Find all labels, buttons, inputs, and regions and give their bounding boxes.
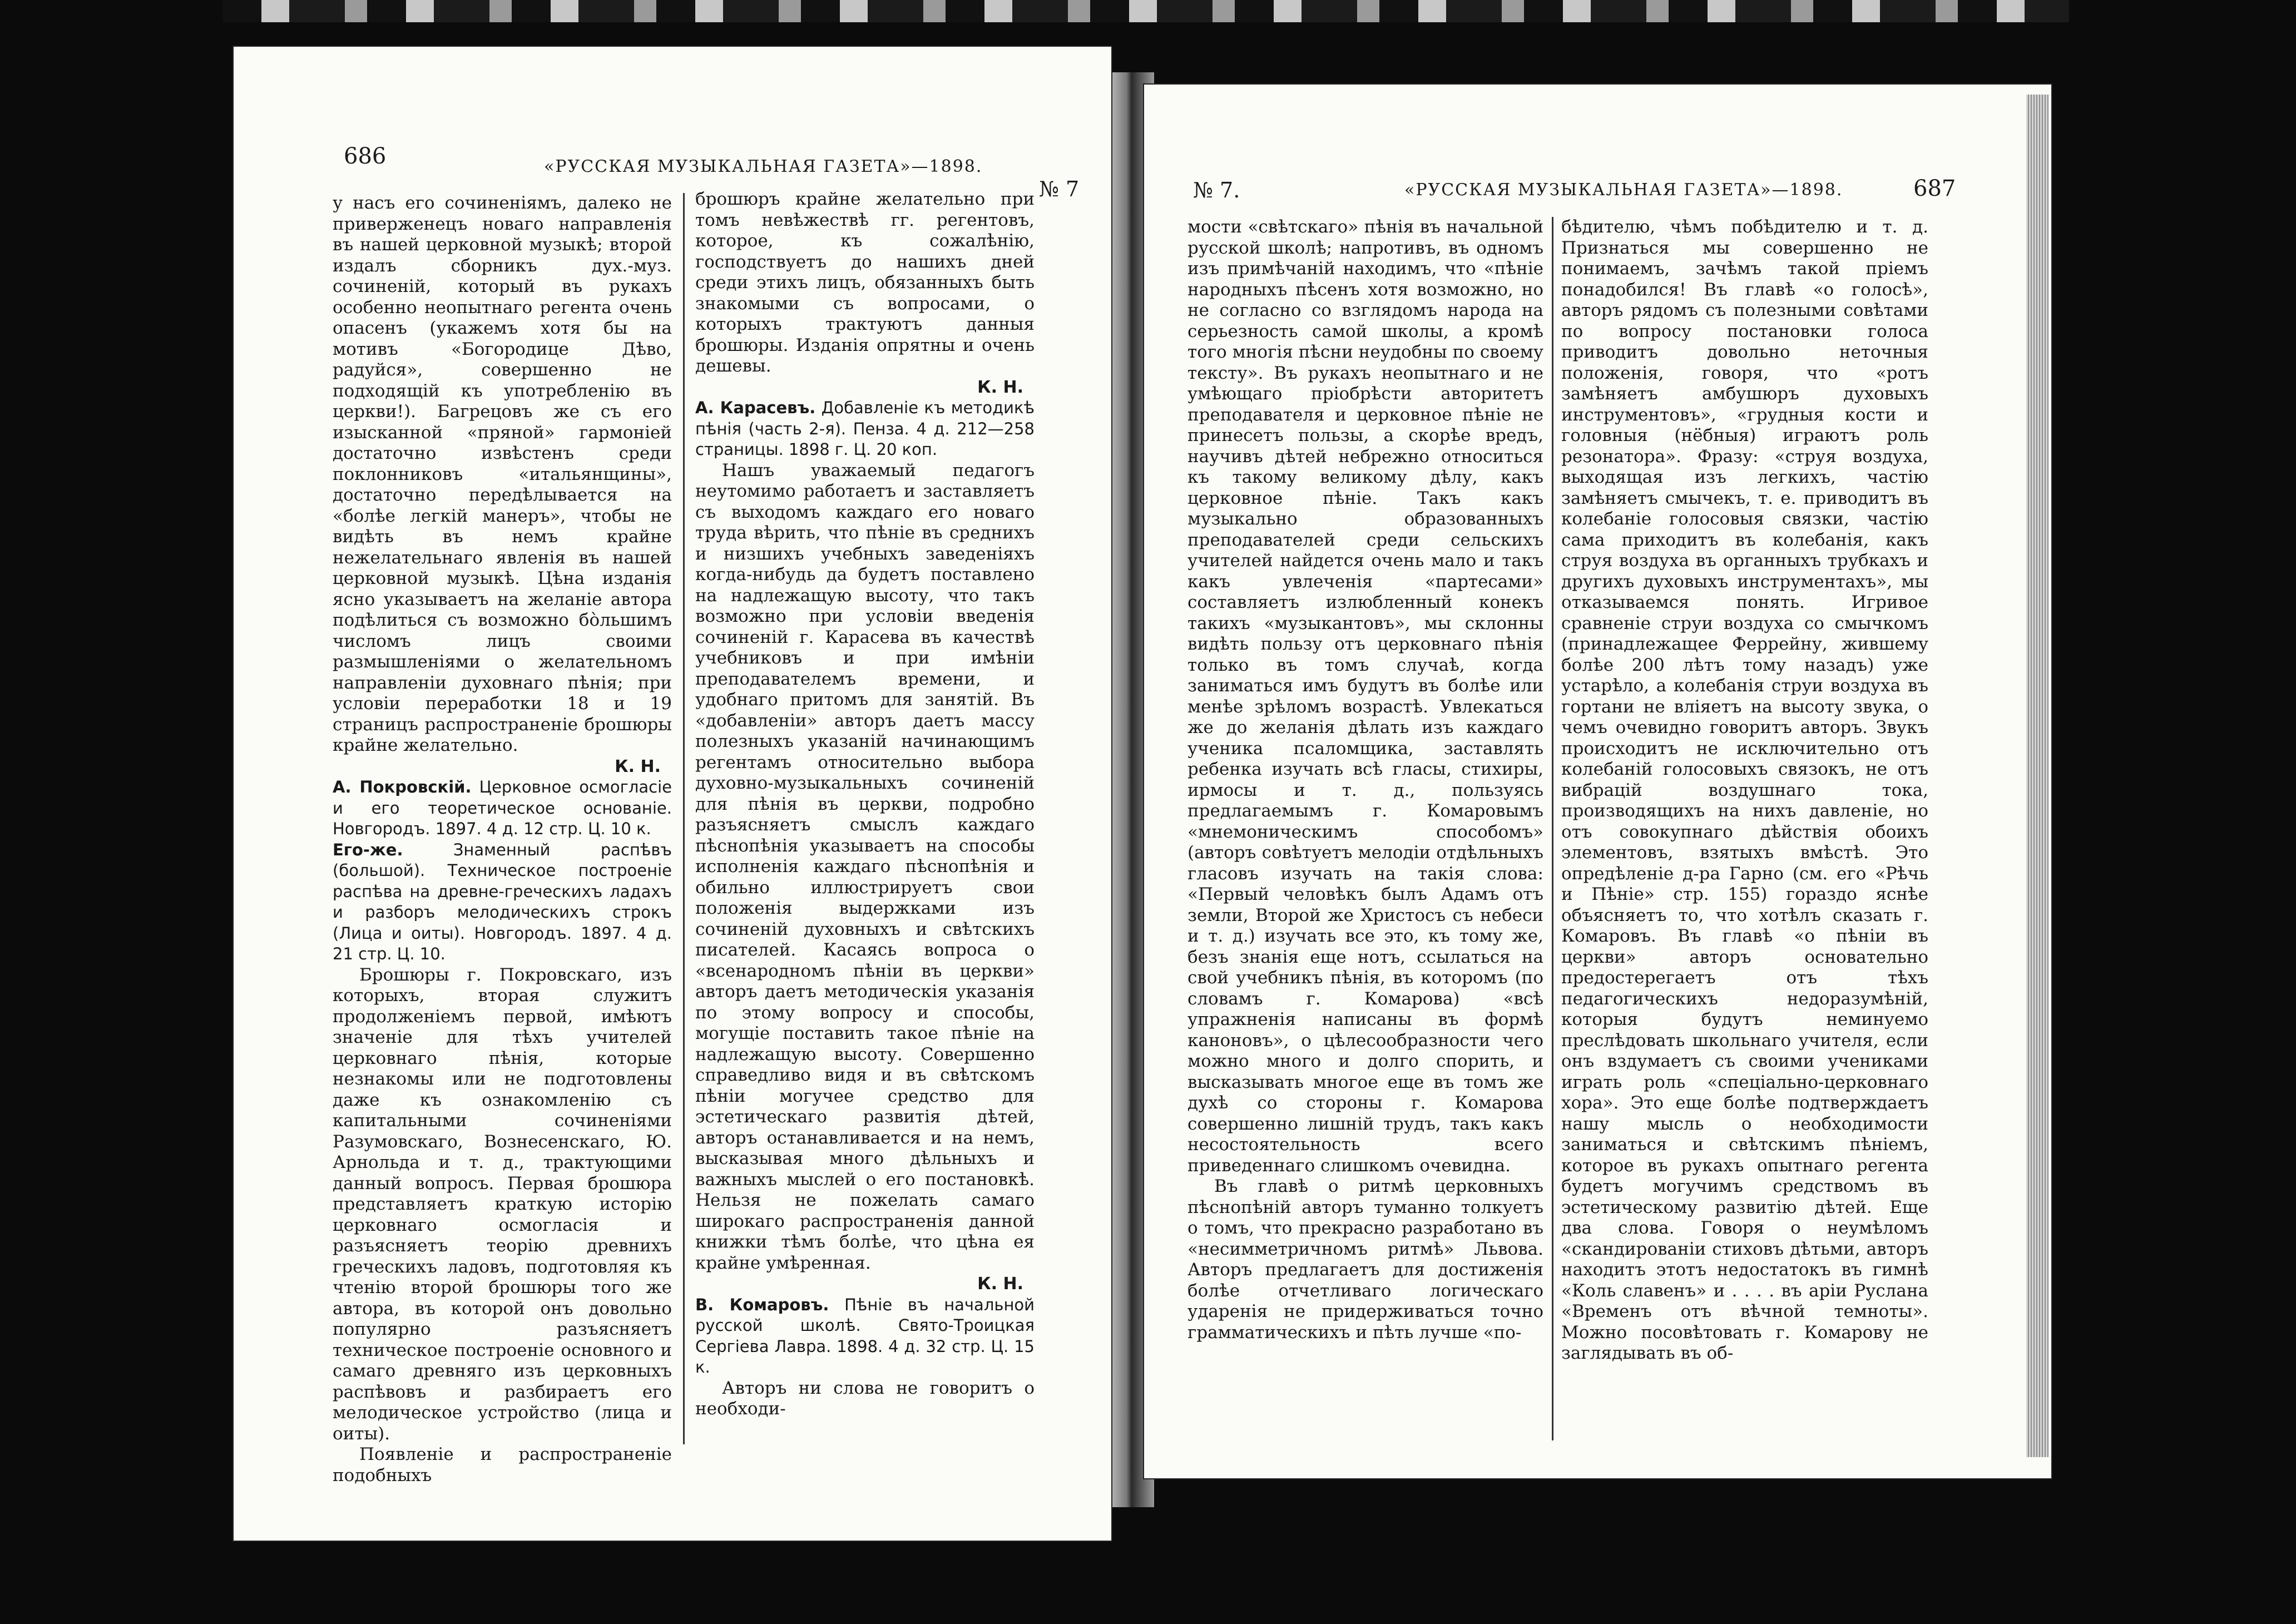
right-page — [1143, 83, 2052, 1479]
bib-text: Добавленіе къ методикѣ пѣнія (часть 2-я). Пенза. 4 д. 212—258 страницы. 1898 г. Ц. 20 коп. — [695, 398, 1035, 459]
bibliography-entry — [333, 777, 672, 840]
right-column-1 — [1187, 217, 1543, 1343]
paragraph: мости «свѣтскаго» пѣнія въ начальной русской школѣ; напротивъ, въ одномъ изъ примѣчаній находимъ, что «пѣніе народныхъ пѣсенъ хотя возможно, но не согласно со взглядомъ народа на серьезность самой школы, а кромѣ того многія пѣсни неудобны по своему тексту». Въ рукахъ неопытнаго и не умѣющаго пріобрѣсти авторитетъ преподавателя и церковное пѣніе не принесетъ пользы, а скорѣе вредъ, научивъ дѣтей небрежно относиться къ такому великому дѣлу, какъ церковное пѣніе. Такъ какъ музыкально образованныхъ преподавателей среди сельскихъ учителей найдется очень мало и такъ какъ увлеченія «партесами» составляетъ излюбленный конекъ такихъ «музыкантовъ», мы склонны видѣть пользу отъ церковнаго пѣнія только въ томъ случаѣ, когда заниматься имъ будутъ въ болѣе или менѣе зрѣломъ возрастѣ. Увлекаться же до желанія дѣлать изъ каждаго ученика псаломщика, заставлять ребенка изучать всѣ гласы, стихиры, ирмосы и т. д., пользуясь предлагаемымъ г. Комаровымъ «мнемоническимъ способомъ» (авторъ совѣтуетъ мелодіи отдѣльныхъ гласовъ изучать на такія слова: «Первый человѣкъ былъ Адамъ отъ земли, Второй же Христосъ съ небеси и т. д.) изучать все это, къ тому же, безъ знанія еще нотъ, ссылаться на свой учебникъ пѣнія, въ которомъ (по словамъ г. Комарова) «всѣ упражненія написаны въ формѣ каноновъ», о цѣлесообразности чего можно много и долго спорить, и высказывать многое еще въ томъ же духѣ со стороны г. Комарова совершенно лишній трудъ, такъ какъ несостоятельность всего приведеннаго слишкомъ очевидна. — [1187, 217, 1543, 1176]
paragraph: брошюръ крайне желательно при томъ невѣжествѣ гг. регентовъ, которое, къ сожалѣнію, господствуетъ до нашихъ дней среди этихъ лицъ, обязанныхъ быть знакомыми съ вопросами, о которыхъ трактуютъ данныя брошюры. Изданія опрятны и очень дешевы. — [695, 189, 1035, 376]
paragraph: бѣдителю, чѣмъ побѣдителю и т. д. Признаться мы совершенно не понимаемъ, зачѣмъ такой пріемъ понадобился! Въ главѣ «о голосѣ», авторъ рядомъ съ полезными совѣтами по вопросу постановки голоса приводитъ довольно неточныя положенія, говоря, что «ротъ замѣняетъ амбушюръ духовыхъ инструментовъ», «грудныя кости и головныя (нёбныя) играютъ роль резонатора». Фразу: «струя воздуха, выходящая изъ легкихъ, частію замѣняетъ смычекъ, т. е. приводитъ въ колебаніе голосовыя связки, частію сама приходитъ въ колебанія, какъ струя воздуха въ органныхъ трубкахъ и другихъ духовыхъ инструментахъ», мы отказываемся понять. Игривое сравненіе струи воздуха со смычкомъ (принадлежащее Феррейну, жившему болѣе 200 лѣтъ тому назадъ) уже устарѣло, а колебанія струи воздуха въ гортани не вліяетъ на высоту звука, о чемъ очевидно говоритъ авторъ. Звукъ происходитъ не исключительно отъ колебаній голосовыхъ связокъ, не отъ вибрацій воздушнаго тока, производящихъ на нихъ давленіе, но отъ совокупнаго дѣйствія обоихъ элементовъ, взятыхъ вмѣстѣ. Это опредѣленіе д-ра Гарно (см. его «Рѣчь и Пѣніе» стр. 155) гораздо яснѣе объясняетъ то, что хотѣлъ сказать г. Комаровъ. Въ главѣ «о пѣніи въ церкви» авторъ основательно предостерегаетъ отъ тѣхъ педагогическихъ недоразумѣній, которыя будутъ неминуемо преслѣдовать школьнаго учителя, если онъ вздумаетъ съ своими учениками играть роль «спеціально-церковнаго хора». Это еще болѣе подтверждаетъ нашу мысль о необходимости заниматься и свѣтскимъ пѣніемъ, которое въ рукахъ опытнаго регента будетъ могучимъ средствомъ въ эстетическому развитію дѣтей. Еще два слова. Говоря о неумѣломъ «скандированіи стиховъ дѣтьми, авторъ находитъ этотъ недостатокъ въ гимнѣ «Коль славенъ» и . . . . въ аріи Руслана «Временъ отъ вѣчной темноты». Можно посовѣтовать г. Комарову не заглядывать въ об- — [1561, 217, 1928, 1363]
bib-text: Пѣніе въ начальной русской школѣ. Свято-Троицкая Сергіева Лавра. 1898. 4 д. 32 стр. Ц. 15 к. — [695, 1295, 1035, 1377]
left-column-2 — [695, 189, 1035, 1420]
paragraph: Нашъ уважаемый педагогъ неутомимо работаетъ и заставляетъ съ выходомъ каждаго его новаго труда вѣрить, что пѣніе въ среднихъ и низшихъ учебныхъ заведеніяхъ когда-нибудь да будетъ поставлено на надлежащую высоту, что такъ возможно при условіи введенія сочиненій г. Карасева въ качествѣ учебниковъ и при имѣніи преподавателемъ времени, и удобнаго притомъ для занятій. Въ «добавленіи» авторъ даетъ массу полезныхъ указаній начинающимъ регентамъ относительно выбора духовно-музыкальныхъ сочиненій для пѣнія въ церкви, подробно разъясняетъ смыслъ каждаго пѣснопѣнія указываетъ на способы исполненія каждаго пѣснопѣнія и обильно иллюстрируетъ свои положенія выдержками изъ сочиненій духовныхъ и свѣтскихъ писателей. Касаясь вопроса о «всенародномъ пѣніи въ церкви» авторъ даетъ методическія указанія по этому вопросу и способы, могущіе поставить такое пѣніе на надлежащую высоту. Совершенно справедливо видя и въ свѣтскомъ пѣніи могучее средство для эстетическаго развитія дѣтей, авторъ останавливается и на немъ, высказывая много дѣльныхъ и важныхъ мыслей о его постановкѣ. Нельзя не пожелать самаго широкаго распространенія данной книжки тѣмъ болѣе, что цѣна ея крайне умѣренная. — [695, 460, 1035, 1273]
bib-text: Знаменный распѣвъ (большой). Техническое построеніе распѣва на древне-греческихъ ладахъ и разборъ мелодическихъ строкъ (Лица и оиты). Новгородъ. 1897. 4 д. 21 стр. Ц. 10. — [333, 840, 672, 963]
bib-author: Его-же. — [333, 840, 403, 859]
right-page-number: 687 — [1913, 176, 1956, 201]
paragraph: у насъ его сочиненіямъ, далеко не приверженецъ новаго направленія въ нашей церковной музыкѣ; второй издалъ сборникъ дух.-муз. сочиненій, который въ рукахъ особенно неопытнаго регента очень опасенъ (укажемъ хотя бы на мотивъ «Богородице Дѣво, радуйся», совершенно не подходящій къ употребленію въ церкви!). Багрецовъ же съ его изысканной «пряной» гармоніей достаточно извѣстенъ среди поклонниковъ «итальянщины», достаточно передѣлывается на «болѣе легкій манеръ», чтобы не видѣть въ немъ крайне нежелательнаго явленія въ нашей церковной музыкѣ. Цѣна изданія ясно указываетъ на желаніе автора подѣлиться съ возможно бо̀льшимъ числомъ лицъ своими размышленіями о желательномъ направленіи духовнаго пѣнія; при условіи переработки 18 и 19 страницъ распространеніе брошюры крайне желательно. — [333, 193, 672, 755]
paragraph: Брошюры г. Покровскаго, изъ которыхъ, вторая служитъ продолженіемъ первой, имѣютъ значеніе для тѣхъ учителей церковнаго пѣнія, которые незнакомы или не подготовлены даже къ ознакомленію съ капитальными сочиненіями Разумовскаго, Вознесенскаго, Ю. Арнольда и т. д., трактующими данный вопросъ. Первая брошюра представляетъ краткую исторію церковнаго осмогласія и разъясняетъ теорію древнихъ греческихъ ладовъ, подготовляя къ чтенію второй брошюры того же автора, въ которой онъ довольно популярно разъясняетъ техническое построеніе основного и самаго древняго изъ церковныхъ распѣвовъ и разбираетъ его мелодическое устройство (лица и оиты). — [333, 964, 672, 1444]
paragraph: Появленіе и распространеніе подобныхъ — [333, 1444, 672, 1486]
bibliography-entry — [695, 1295, 1035, 1378]
left-page-number: 686 — [344, 143, 387, 169]
scan-noise-top — [222, 0, 2069, 22]
signature: К. Н. — [977, 377, 1023, 397]
column-divider-right — [1552, 217, 1553, 1440]
bib-author: А. Карасевъ. — [695, 398, 816, 417]
signature: К. Н. — [615, 756, 661, 776]
bibliography-entry — [333, 840, 672, 965]
left-column-1 — [333, 193, 672, 1486]
bibliography-entry — [695, 398, 1035, 461]
left-page — [232, 46, 1112, 1542]
page-edge-stack — [2026, 95, 2048, 1457]
bib-text: Церковное осмогласіе и его теоретическое основаніе. Новгородъ. 1897. 4 д. 12 стр. Ц. 10 к. — [333, 778, 672, 838]
paragraph: Авторъ ни слова не говоритъ о необходи- — [695, 1378, 1035, 1419]
bib-author: В. Комаровъ. — [695, 1295, 829, 1314]
column-divider — [683, 193, 685, 1444]
bib-author: А. Покровскій. — [333, 778, 472, 796]
left-issue-number: № 7 — [1039, 177, 1080, 201]
left-running-head: «РУССКАЯ МУЗЫКАЛЬНАЯ ГАЗЕТА»—1898. — [544, 157, 983, 176]
right-issue-number: № 7. — [1193, 178, 1240, 202]
paragraph: Въ главѣ о ритмѣ церковныхъ пѣснопѣній авторъ туманно толкуетъ о томъ, что прекрасно разработано въ «несимметричномъ ритмѣ» Львова. Авторъ предлагаетъ для достиженія болѣе отчетливаго логическаго ударенія не придерживаться точно грамматическихъ и пѣть лучше «по- — [1187, 1176, 1543, 1343]
signature: К. Н. — [977, 1274, 1023, 1294]
right-running-head: «РУССКАЯ МУЗЫКАЛЬНАЯ ГАЗЕТА»—1898. — [1404, 180, 1843, 200]
right-column-2 — [1561, 217, 1928, 1364]
